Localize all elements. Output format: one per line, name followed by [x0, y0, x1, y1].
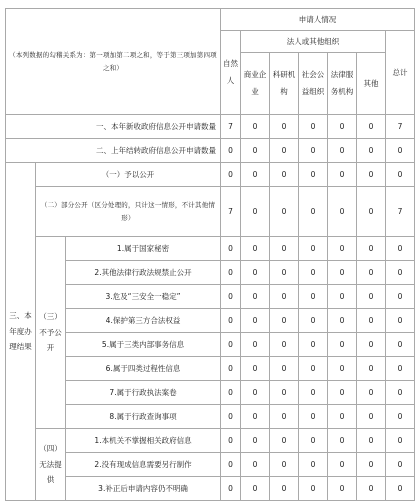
cell: 0 — [357, 261, 386, 285]
cell: 0 — [299, 139, 328, 163]
cell: 0 — [270, 237, 299, 261]
cell: 0 — [270, 381, 299, 405]
cell: 0 — [328, 405, 357, 429]
cell: 0 — [357, 309, 386, 333]
cell: 0 — [299, 453, 328, 477]
applicant-header: 申请人情况 — [221, 9, 415, 31]
cell: 0 — [328, 163, 357, 187]
cell: 7 — [386, 187, 415, 237]
cell: 0 — [357, 285, 386, 309]
row-label: 2.没有现成信息需要另行制作 — [66, 453, 221, 477]
row-label: 8.属于行政查询事项 — [66, 405, 221, 429]
row-new-requests — [6, 115, 415, 139]
cell: 0 — [386, 261, 415, 285]
cell: 0 — [270, 477, 299, 501]
row-label: 二、上年结转政府信息公开申请数量 — [6, 139, 221, 163]
cell: 0 — [241, 429, 270, 453]
cell: 0 — [386, 453, 415, 477]
cell: 0 — [270, 139, 299, 163]
cell: 0 — [270, 405, 299, 429]
cell: 0 — [386, 477, 415, 501]
row-partially-disclosed — [6, 187, 415, 237]
cell: 0 — [299, 261, 328, 285]
cell: 0 — [241, 139, 270, 163]
cell: 0 — [357, 115, 386, 139]
row-fully-disclosed — [6, 163, 415, 187]
cell: 0 — [241, 237, 270, 261]
cell: 0 — [221, 139, 241, 163]
cell: 0 — [328, 237, 357, 261]
cell: 0 — [357, 429, 386, 453]
row-unable-2 — [6, 453, 415, 477]
section-three-label: 三、本年度办理结果 — [6, 163, 36, 501]
cell: 0 — [328, 453, 357, 477]
row-not-disclosed-1 — [6, 237, 415, 261]
other-header: 其他 — [357, 53, 386, 115]
group-unable-to-provide-label: （四）无法提供 — [36, 429, 66, 501]
cell: 0 — [241, 285, 270, 309]
row-not-disclosed-7 — [6, 381, 415, 405]
cell: 0 — [221, 237, 241, 261]
row-label: 1.本机关不掌握相关政府信息 — [66, 429, 221, 453]
cell: 0 — [241, 309, 270, 333]
row-label: 一、本年新收政府信息公开申请数量 — [6, 115, 221, 139]
cell: 0 — [357, 237, 386, 261]
cell: 0 — [386, 237, 415, 261]
cell: 0 — [270, 333, 299, 357]
row-label: 3.危及“三安全一稳定” — [66, 285, 221, 309]
total-header: 总计 — [386, 31, 415, 115]
row-label: （一）予以公开 — [36, 163, 221, 187]
cell: 0 — [241, 333, 270, 357]
cell: 0 — [221, 453, 241, 477]
cell: 0 — [386, 429, 415, 453]
cell: 0 — [241, 187, 270, 237]
cell: 0 — [221, 309, 241, 333]
cell: 0 — [299, 381, 328, 405]
row-label: 3.补正后申请内容仍不明确 — [66, 477, 221, 501]
row-unable-3 — [6, 477, 415, 501]
cell: 0 — [241, 163, 270, 187]
cell: 0 — [299, 357, 328, 381]
public-welfare-org-header: 社会公益组织 — [299, 53, 328, 115]
cell: 0 — [357, 187, 386, 237]
cell: 0 — [270, 187, 299, 237]
cell: 0 — [357, 477, 386, 501]
cell: 0 — [241, 477, 270, 501]
row-label: 7.属于行政执法案卷 — [66, 381, 221, 405]
note-cell: （本列数据的勾稽关系为：第一项加第二项之和，等于第三项加第四项之和） — [6, 9, 221, 115]
cell: 0 — [357, 357, 386, 381]
cell: 0 — [357, 405, 386, 429]
cell: 0 — [357, 163, 386, 187]
cell: 0 — [386, 139, 415, 163]
row-label: （二）部分公开（区分处理的，只计这一情形，不计其他情形） — [36, 187, 221, 237]
cell: 0 — [270, 261, 299, 285]
cell: 0 — [299, 115, 328, 139]
cell: 0 — [386, 333, 415, 357]
cell: 0 — [386, 163, 415, 187]
cell: 0 — [386, 381, 415, 405]
row-label: 4.保护第三方合法权益 — [66, 309, 221, 333]
cell: 0 — [299, 477, 328, 501]
cell: 0 — [357, 381, 386, 405]
cell: 0 — [241, 381, 270, 405]
row-not-disclosed-5 — [6, 333, 415, 357]
cell: 0 — [270, 453, 299, 477]
cell: 0 — [299, 163, 328, 187]
cell: 0 — [328, 477, 357, 501]
row-label: 5.属于三类内部事务信息 — [66, 333, 221, 357]
cell: 0 — [386, 405, 415, 429]
gov-info-disclosure-table — [5, 8, 415, 501]
row-label: 2.其他法律行政法规禁止公开 — [66, 261, 221, 285]
row-carried-over — [6, 139, 415, 163]
cell: 0 — [328, 429, 357, 453]
cell: 0 — [221, 477, 241, 501]
cell: 0 — [328, 357, 357, 381]
cell: 0 — [241, 261, 270, 285]
cell: 0 — [357, 139, 386, 163]
cell: 0 — [328, 139, 357, 163]
cell: 0 — [328, 115, 357, 139]
row-label: 6.属于四类过程性信息 — [66, 357, 221, 381]
cell: 0 — [328, 381, 357, 405]
research-institution-header: 科研机构 — [270, 53, 299, 115]
cell: 0 — [221, 429, 241, 453]
cell: 0 — [241, 405, 270, 429]
cell: 0 — [299, 285, 328, 309]
cell: 7 — [221, 115, 241, 139]
legal-service-org-header: 法律服务机构 — [328, 53, 357, 115]
cell: 0 — [386, 309, 415, 333]
cell: 0 — [328, 333, 357, 357]
cell: 0 — [299, 237, 328, 261]
row-not-disclosed-6 — [6, 357, 415, 381]
cell: 0 — [328, 261, 357, 285]
cell: 0 — [386, 357, 415, 381]
cell: 0 — [299, 309, 328, 333]
cell: 0 — [241, 453, 270, 477]
cell: 0 — [299, 187, 328, 237]
cell: 0 — [357, 333, 386, 357]
cell: 0 — [386, 285, 415, 309]
cell: 0 — [299, 405, 328, 429]
cell: 7 — [221, 187, 241, 237]
cell: 0 — [221, 381, 241, 405]
cell: 0 — [328, 285, 357, 309]
group-not-disclosed-label: （三）不予公开 — [36, 237, 66, 429]
row-label: 1.属于国家秘密 — [66, 237, 221, 261]
cell: 0 — [357, 453, 386, 477]
cell: 0 — [221, 333, 241, 357]
commercial-enterprise-header: 商业企业 — [241, 53, 270, 115]
row-not-disclosed-4 — [6, 309, 415, 333]
cell: 0 — [221, 261, 241, 285]
cell: 0 — [328, 309, 357, 333]
cell: 0 — [241, 357, 270, 381]
cell: 0 — [270, 429, 299, 453]
cell: 0 — [221, 405, 241, 429]
cell: 0 — [270, 309, 299, 333]
cell: 0 — [299, 333, 328, 357]
cell: 0 — [270, 115, 299, 139]
cell: 0 — [328, 187, 357, 237]
cell: 0 — [270, 357, 299, 381]
row-not-disclosed-8 — [6, 405, 415, 429]
cell: 0 — [221, 285, 241, 309]
row-not-disclosed-2 — [6, 261, 415, 285]
legal-entity-header: 法人或其他组织 — [241, 31, 386, 53]
cell: 0 — [299, 429, 328, 453]
cell: 0 — [270, 285, 299, 309]
header-row-1 — [6, 9, 415, 31]
cell: 0 — [241, 115, 270, 139]
cell: 0 — [221, 357, 241, 381]
natural-person-header: 自然人 — [221, 31, 241, 115]
row-not-disclosed-3 — [6, 285, 415, 309]
cell: 0 — [221, 163, 241, 187]
row-unable-1 — [6, 429, 415, 453]
cell: 0 — [270, 163, 299, 187]
cell: 7 — [386, 115, 415, 139]
